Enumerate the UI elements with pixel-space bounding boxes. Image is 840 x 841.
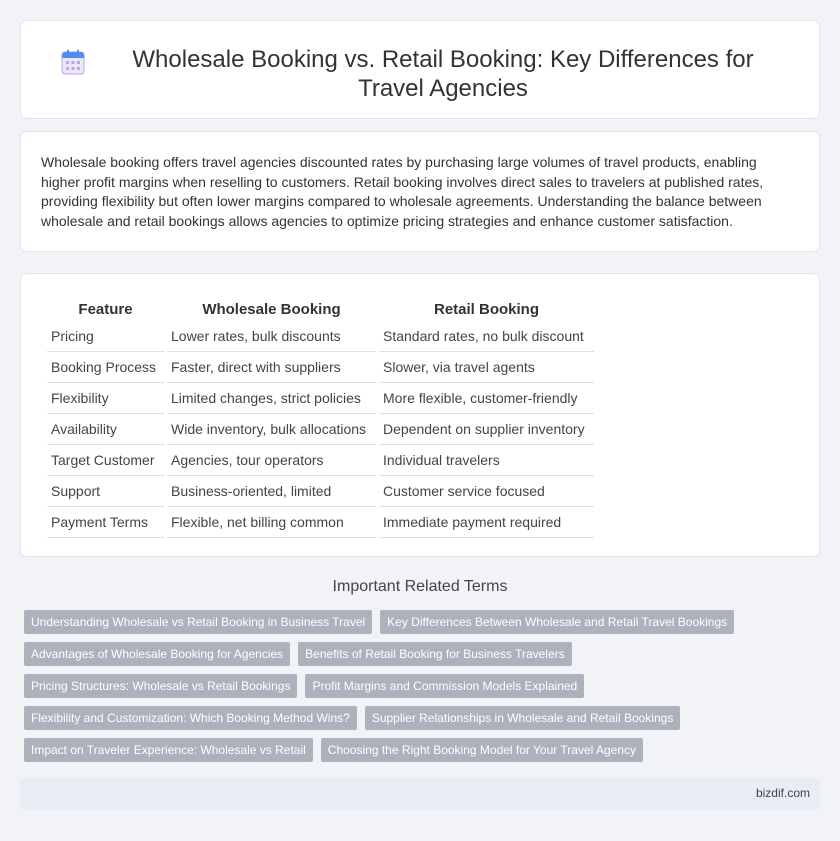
- comparison-table: [44, 294, 597, 538]
- page-title: Wholesale Booking vs. Retail Booking: Key Differences for Travel Agencies: [132, 46, 754, 102]
- table-cell-retail: Individual travelers: [379, 445, 594, 476]
- tag-row: [24, 674, 824, 706]
- table-cell-wholesale: Business-oriented, limited: [167, 476, 376, 507]
- table-cell-feature: Target Customer: [47, 445, 164, 476]
- related-terms-list: [24, 610, 824, 770]
- table-cell-wholesale: Faster, direct with suppliers: [167, 352, 376, 383]
- table-cell-wholesale: Agencies, tour operators: [167, 445, 376, 476]
- table-cell-retail: Standard rates, no bulk discount: [379, 321, 594, 352]
- table-header-row: [47, 294, 594, 321]
- table-cell-feature: Availability: [47, 414, 164, 445]
- related-term-link[interactable]: Choosing the Right Booking Model for Your Travel Agency: [321, 738, 643, 762]
- table-cell-feature: Pricing: [47, 321, 164, 352]
- table-row: [47, 383, 594, 414]
- table-cell-feature: Payment Terms: [47, 507, 164, 538]
- tag-row: [24, 738, 824, 770]
- related-term-link[interactable]: Impact on Traveler Experience: Wholesale vs Retail: [24, 738, 313, 762]
- table-cell-feature: Flexibility: [47, 383, 164, 414]
- calendar-icon: [61, 49, 85, 75]
- header-card: [20, 20, 820, 119]
- intro-paragraph: Wholesale booking offers travel agencies discounted rates by purchasing large volumes of travel products, enabling higher profit margins when reselling to customers. Retail booking involves direct sales to travelers at published rates, providing flexibility but often lower margins compared to wholesale agreements. Understanding the balance between wholesale and retail bookings allows agencies to optimize pricing strategies and enhance customer satisfaction.: [41, 154, 764, 229]
- related-terms-heading: Important Related Terms: [332, 578, 508, 595]
- table-cell-feature: Support: [47, 476, 164, 507]
- table-cell-retail: Immediate payment required: [379, 507, 594, 538]
- table-row: [47, 445, 594, 476]
- table-row: [47, 507, 594, 538]
- tag-row: [24, 642, 824, 674]
- table-cell-retail: Slower, via travel agents: [379, 352, 594, 383]
- table-row: [47, 414, 594, 445]
- footer-site-link[interactable]: bizdif.com: [755, 786, 810, 800]
- table-header-cell: Retail Booking: [433, 301, 539, 318]
- related-term-link[interactable]: Supplier Relationships in Wholesale and Retail Bookings: [365, 706, 681, 730]
- table-cell-wholesale: Wide inventory, bulk allocations: [167, 414, 376, 445]
- related-term-link[interactable]: Key Differences Between Wholesale and Retail Travel Bookings: [380, 610, 734, 634]
- related-term-link[interactable]: Understanding Wholesale vs Retail Booking in Business Travel: [24, 610, 372, 634]
- table-cell-retail: Customer service focused: [379, 476, 594, 507]
- table-row: [47, 321, 594, 352]
- related-term-link[interactable]: Flexibility and Customization: Which Booking Method Wins?: [24, 706, 357, 730]
- intro-card: [20, 131, 820, 252]
- table-cell-wholesale: Flexible, net billing common: [167, 507, 376, 538]
- tag-row: [24, 706, 824, 738]
- table-row: [47, 352, 594, 383]
- table-header-cell: Wholesale Booking: [202, 301, 341, 318]
- related-term-link[interactable]: Profit Margins and Commission Models Explained: [305, 674, 584, 698]
- related-term-link[interactable]: Advantages of Wholesale Booking for Agencies: [24, 642, 290, 666]
- table-cell-wholesale: Lower rates, bulk discounts: [167, 321, 376, 352]
- related-term-link[interactable]: Benefits of Retail Booking for Business Travelers: [298, 642, 571, 666]
- table-cell-wholesale: Limited changes, strict policies: [167, 383, 376, 414]
- table-cell-feature: Booking Process: [47, 352, 164, 383]
- table-cell-retail: Dependent on supplier inventory: [379, 414, 594, 445]
- table-cell-retail: More flexible, customer-friendly: [379, 383, 594, 414]
- comparison-table-card: [20, 273, 820, 557]
- table-row: [47, 476, 594, 507]
- related-term-link[interactable]: Pricing Structures: Wholesale vs Retail Bookings: [24, 674, 297, 698]
- footer-bar: [20, 778, 820, 809]
- table-header-cell: Feature: [78, 301, 133, 318]
- tag-row: [24, 610, 824, 642]
